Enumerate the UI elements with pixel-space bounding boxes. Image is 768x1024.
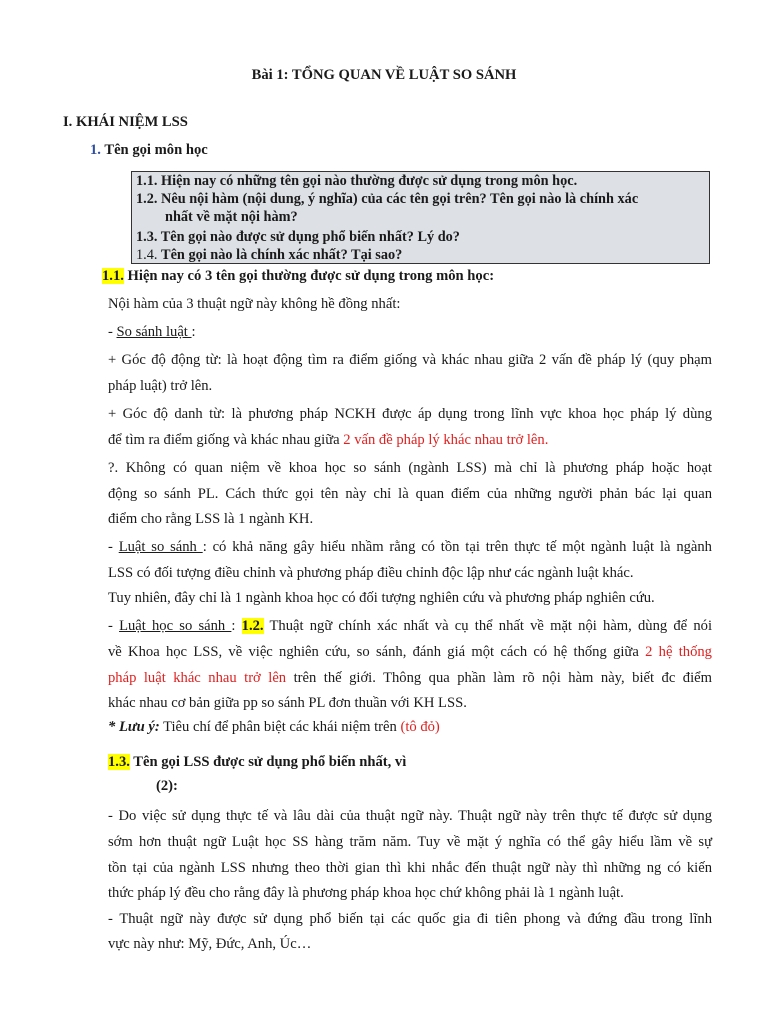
page-title: Bài 1: TỔNG QUAN VỀ LUẬT SO SÁNH: [251, 67, 517, 83]
answer-1-1-heading: [102, 268, 494, 285]
red-text: 2 vấn đề pháp lý khác nhau trở lên.: [343, 432, 549, 448]
term-label: Luật so sánh: [118, 539, 203, 555]
answer-1-3-cont: (2):: [156, 778, 178, 794]
text-span: Thuật ngữ chính xác nhất và cụ thể nhất về mặt nội hàm, dùng để nói: [263, 618, 713, 634]
dash: -: [108, 324, 117, 340]
colon: :: [191, 324, 196, 340]
answer-1-1-number: 1.1.: [102, 268, 124, 284]
body-line: Nội hàm của 3 thuật ngữ này không hề đồng nhất:: [108, 296, 401, 312]
body-line: [108, 644, 712, 661]
body-line: - Thuật ngữ này được sử dụng phổ biến tại các quốc gia đi tiên phong và đứng đầu trong lĩnh: [108, 911, 712, 927]
body-line: sớm hơn thuật ngữ Luật học SS hàng trăm năm. Tuy về mặt ý nghĩa có thể gây hiểu lầm về sự: [108, 834, 712, 850]
body-line: ?. Không có quan niệm về khoa học so sánh (ngành LSS) mà chỉ là phương pháp hoặc hoạt: [108, 460, 712, 476]
body-line: + Góc độ động từ: là hoạt động tìm ra điểm giống và khác nhau giữa 2 vấn đề pháp lý (quy phạm: [108, 352, 712, 368]
body-line: khác nhau cơ bản giữa pp so sánh PL đơn thuần với KH LSS.: [108, 695, 467, 711]
term-luat-so-sanh: [108, 539, 712, 556]
question-3: 1.3. Tên gọi nào được sử dụng phổ biến nhất? Lý do?: [136, 229, 460, 245]
body-line: [108, 670, 712, 687]
body-line: vực này như: Mỹ, Đức, Anh, Úc…: [108, 936, 312, 952]
red-text: 2 hệ thống: [645, 644, 712, 660]
body-line: + Góc độ danh từ: là phương pháp NCKH được áp dụng trong lĩnh vực khoa học pháp lý dùng: [108, 406, 712, 422]
subsection-label: Tên gọi môn học: [104, 142, 208, 158]
note-line: [108, 719, 440, 736]
text-span: : có khả năng gây hiểu nhầm rằng có tồn tại trên thực tế một ngành luật là ngành: [202, 539, 712, 555]
question-4-number: 1.4.: [136, 247, 158, 263]
highlight-number: 1.2.: [241, 618, 264, 634]
body-line: - Do việc sử dụng thực tế và lâu dài của thuật ngữ này. Thuật ngữ này trên thực tế được sử dụng: [108, 808, 712, 824]
dash: -: [108, 618, 120, 634]
colon: :: [231, 618, 242, 634]
dash: -: [108, 539, 119, 555]
subsection-heading: [90, 142, 208, 159]
body-line: pháp luật) trở lên.: [108, 378, 213, 394]
term-label: So sánh luật: [116, 324, 192, 340]
text-span: về Khoa học LSS, về việc nghiên cứu, so sánh, đánh giá một cách có hệ thống giữa: [108, 644, 646, 660]
subsection-number: 1.: [90, 142, 101, 158]
answer-1-1-text: Hiện nay có 3 tên gọi thường được sử dụng trong môn học:: [123, 268, 495, 284]
body-line: tồn tại của ngành LSS nhưng theo thời gian thì khi nhắc đến thuật ngữ này thì những ng có kiến: [108, 860, 712, 876]
answer-1-3-text: Tên gọi LSS được sử dụng phổ biến nhất, vì: [129, 754, 407, 770]
text-span: Tiêu chí để phân biệt các khái niệm trên: [159, 719, 401, 735]
answer-1-3-heading: [108, 754, 406, 771]
body-line: [108, 432, 548, 449]
body-line: điểm cho rằng LSS là 1 ngành KH.: [108, 511, 314, 527]
text-span: trên thế giới. Thông qua phần làm rõ nội hàm này, biết đc điểm: [286, 670, 712, 686]
body-line: thức pháp lý đều cho rằng đây là phương pháp khoa học chứ không phải là 1 ngành luật.: [108, 885, 624, 901]
term-so-sanh-luat: [108, 324, 196, 341]
term-luat-hoc-so-sanh: [108, 618, 712, 635]
question-4-text: Tên gọi nào là chính xác nhất? Tại sao?: [161, 247, 403, 263]
red-text: pháp luật khác nhau trở lên: [108, 670, 287, 686]
text-span: để tìm ra điểm giống và khác nhau giữa: [108, 432, 344, 448]
question-2: 1.2. Nêu nội hàm (nội dung, ý nghĩa) của các tên gọi trên? Tên gọi nào là chính xác: [136, 191, 639, 207]
body-line: động so sánh PL. Cách thức gọi tên này chỉ là quan điểm của những người phản bác lại quan: [108, 486, 712, 502]
term-label: Luật học so sánh: [119, 618, 232, 634]
question-2-cont: nhất về mặt nội hàm?: [165, 209, 298, 225]
section-heading: I. KHÁI NIỆM LSS: [63, 114, 188, 130]
red-text: (tô đỏ): [400, 719, 440, 735]
answer-1-3-number: 1.3.: [108, 754, 130, 770]
question-1: 1.1. Hiện nay có những tên gọi nào thường được sử dụng trong môn học.: [136, 173, 578, 189]
note-label: * Lưu ý:: [108, 719, 160, 735]
body-line: Tuy nhiên, đây chỉ là 1 ngành khoa học có đối tượng nghiên cứu và phương pháp nghiên cứu.: [108, 590, 655, 606]
question-4: [136, 247, 402, 264]
body-line: LSS có đối tượng điều chỉnh và phương pháp điều chỉnh độc lập như các ngành luật khác.: [108, 565, 634, 581]
